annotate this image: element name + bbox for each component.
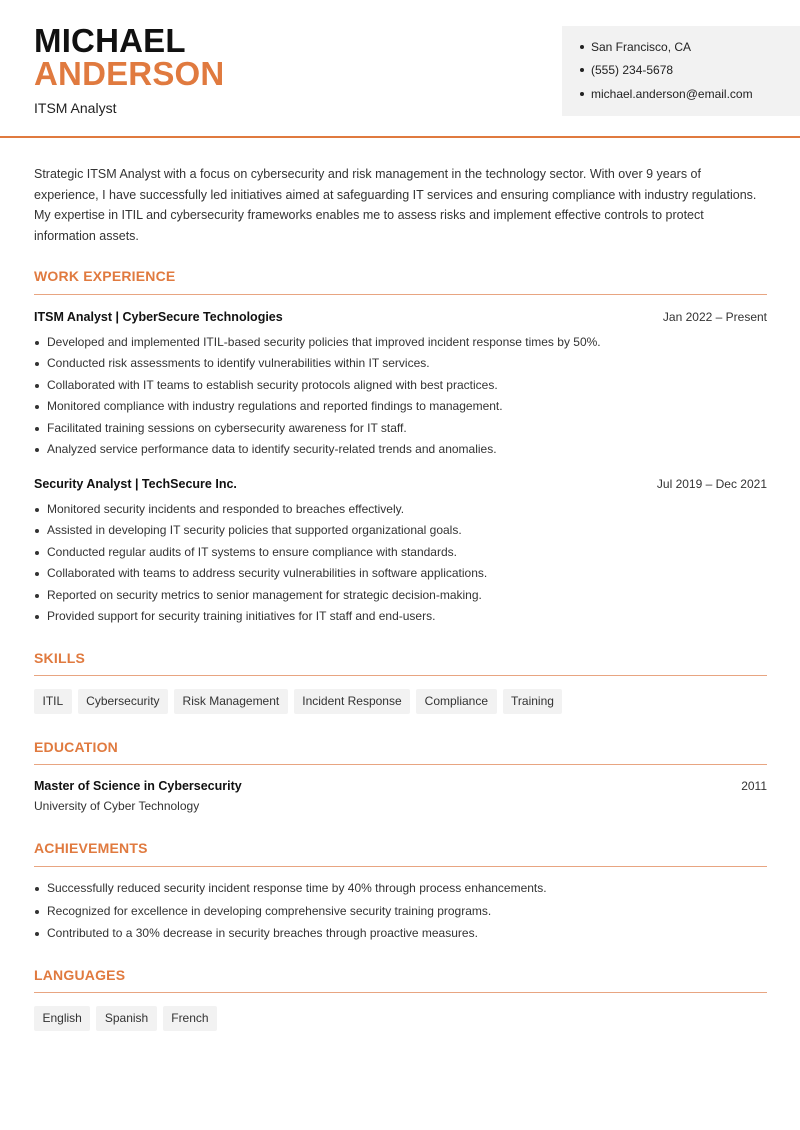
contact-box [562,26,800,116]
list-item: Provided support for security training initiatives for IT staff and end-users. [34,606,767,627]
job-header [34,477,767,491]
list-item: Facilitated training sessions on cybersecurity awareness for IT staff. [34,418,767,439]
contact-location: San Francisco, CA [580,40,691,54]
section-title-work: WORK EXPERIENCE [34,268,176,284]
list-item: Analyzed service performance data to identify security-related trends and anomalies. [34,439,767,460]
contact-phone: (555) 234-5678 [580,63,673,77]
job-bullets [34,332,767,460]
list-item: Developed and implemented ITIL-based security policies that improved incident response times by 50%. [34,332,767,353]
list-item: Monitored security incidents and responded to breaches effectively. [34,499,767,520]
job-bullets [34,499,767,627]
section-title-skills: SKILLS [34,650,85,666]
job-role: ITSM Analyst | CyberSecure Technologies [34,310,283,324]
languages-list [34,1006,217,1031]
list-item: Successfully reduced security incident response time by 40% through process enhancements. [34,878,767,901]
list-item: Conducted risk assessments to identify vulnerabilities within IT services. [34,353,767,374]
skill-chip: Cybersecurity [78,689,168,714]
first-name: MICHAEL [34,22,186,59]
list-item: Recognized for excellence in developing comprehensive security training programs. [34,901,767,924]
list-item: Collaborated with teams to address security vulnerabilities in software applications. [34,563,767,584]
skills-list [34,689,562,714]
education-year: 2011 [741,779,767,793]
skill-chip: Risk Management [174,689,288,714]
section-title-education: EDUCATION [34,739,118,755]
job-header [34,310,767,324]
professional-summary: Strategic ITSM Analyst with a focus on cybersecurity and risk management in the technology sector. With over 9 years of experience, I have successfully led initiatives aimed at safeguarding IT services and ensuring compliance with industry regulations. My expertise in ITIL and cybersecurity frameworks enables me to assess risks and implement effective controls to protect information assets. [34,167,757,243]
resume-header [0,0,800,138]
language-chip: English [34,1006,90,1031]
section-title-languages: LANGUAGES [34,967,126,983]
education-degree: Master of Science in Cybersecurity [34,779,242,793]
section-divider [34,764,767,765]
list-item: Collaborated with IT teams to establish security protocols aligned with best practices. [34,375,767,396]
section-divider [34,992,767,993]
last-name: ANDERSON [34,55,225,92]
section-divider [34,294,767,295]
skill-chip: Training [503,689,563,714]
job-dates: Jul 2019 – Dec 2021 [656,477,767,491]
contact-email: michael.anderson@email.com [580,87,753,101]
list-item: Monitored compliance with industry regulations and reported findings to management. [34,396,767,417]
bullet-icon [580,45,584,49]
bullet-icon [580,92,584,96]
list-item: Assisted in developing IT security policies that supported organizational goals. [34,520,767,541]
section-divider [34,675,767,676]
list-item: Conducted regular audits of IT systems to ensure compliance with standards. [34,542,767,563]
skill-chip: Compliance [416,689,496,714]
language-chip: French [163,1006,217,1031]
job-role: Security Analyst | TechSecure Inc. [34,477,237,491]
section-title-achievements: ACHIEVEMENTS [34,840,148,856]
section-divider [34,866,767,867]
skill-chip: Incident Response [294,689,410,714]
skill-chip: ITIL [34,689,72,714]
achievements-list [34,878,767,946]
bullet-icon [580,68,584,72]
list-item: Reported on security metrics to senior management for strategic decision-making. [34,585,767,606]
job-dates: Jan 2022 – Present [662,310,767,324]
list-item: Contributed to a 30% decrease in security breaches through proactive measures. [34,923,767,946]
education-school: University of Cyber Technology [34,799,200,813]
job-title: ITSM Analyst [34,100,117,116]
language-chip: Spanish [96,1006,156,1031]
